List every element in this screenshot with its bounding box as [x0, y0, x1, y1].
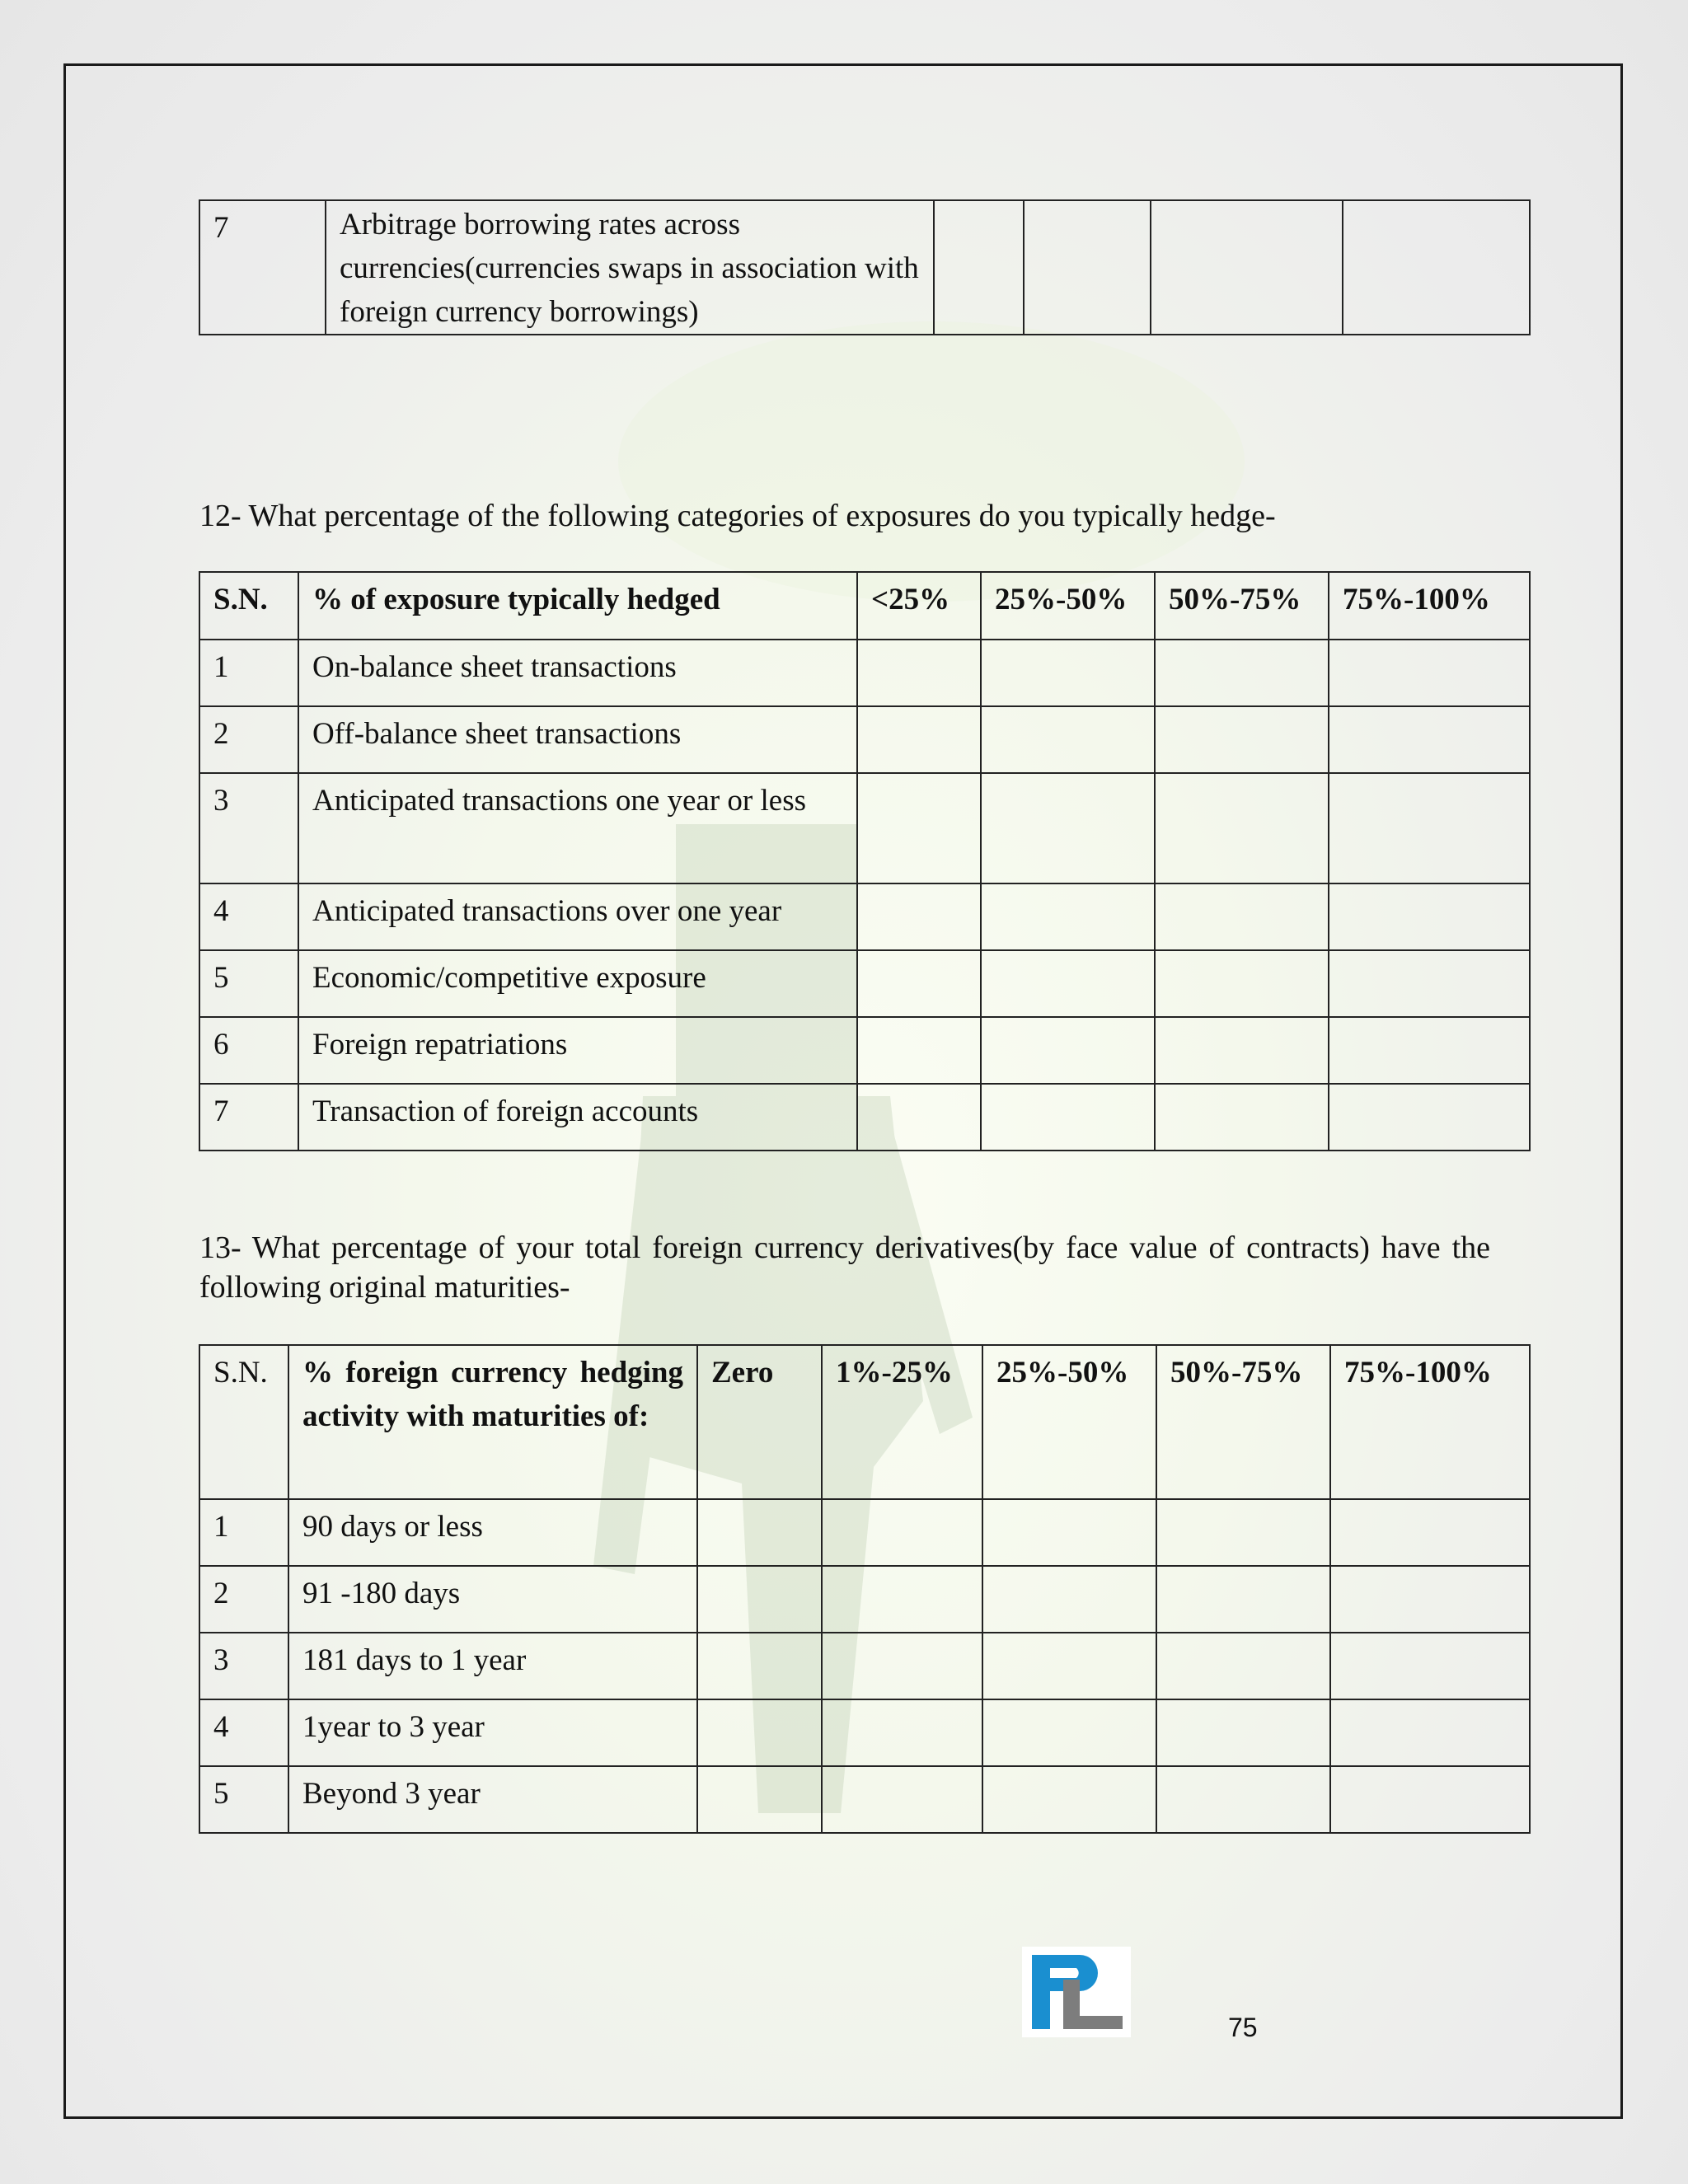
response-cell[interactable]	[697, 1633, 822, 1699]
table-row	[199, 1699, 1530, 1766]
table-header-row	[199, 1345, 1530, 1499]
response-cell[interactable]	[1155, 950, 1329, 1017]
row-number: 3	[199, 1633, 288, 1699]
row-label: Economic/competitive exposure	[298, 950, 857, 1017]
hedge-exposure-table	[199, 571, 1531, 1151]
table-row	[199, 773, 1530, 883]
response-cell[interactable]	[1329, 706, 1530, 773]
column-header-75-100: 75%-100%	[1330, 1345, 1530, 1499]
response-cell[interactable]	[1329, 1017, 1530, 1084]
row-label: Arbitrage borrowing rates across currencies(currencies swaps in association with foreign currency borrowings)	[326, 200, 934, 335]
response-cell[interactable]	[857, 883, 981, 950]
response-cell[interactable]	[1156, 1499, 1330, 1566]
response-cell[interactable]	[1329, 883, 1530, 950]
response-cell[interactable]	[1330, 1766, 1530, 1833]
column-header-zero: Zero	[697, 1345, 822, 1499]
strategy-table-continuation	[199, 199, 1531, 335]
table-row	[199, 1766, 1530, 1833]
column-header-lt25: <25%	[857, 572, 981, 640]
pl-logo-icon	[1022, 1947, 1131, 2037]
column-header-50-75: 50%-75%	[1156, 1345, 1330, 1499]
response-cell[interactable]	[857, 706, 981, 773]
response-cell[interactable]	[1156, 1766, 1330, 1833]
response-cell[interactable]	[697, 1699, 822, 1766]
response-cell[interactable]	[1156, 1566, 1330, 1633]
response-cell[interactable]	[981, 883, 1155, 950]
response-cell[interactable]	[1330, 1499, 1530, 1566]
response-cell[interactable]	[1155, 706, 1329, 773]
response-cell[interactable]	[822, 1633, 982, 1699]
column-header-75-100: 75%-100%	[1329, 572, 1530, 640]
row-number: 2	[199, 1566, 288, 1633]
table-row	[199, 883, 1530, 950]
row-number: 7	[199, 1084, 298, 1151]
table-row	[199, 950, 1530, 1017]
column-header-sn: S.N.	[199, 1345, 288, 1499]
response-cell[interactable]	[822, 1566, 982, 1633]
response-cell[interactable]	[1343, 200, 1530, 335]
response-cell[interactable]	[1155, 1017, 1329, 1084]
table-row	[199, 1084, 1530, 1151]
row-label: Beyond 3 year	[288, 1766, 697, 1833]
response-cell[interactable]	[857, 950, 981, 1017]
response-cell[interactable]	[981, 773, 1155, 883]
response-cell[interactable]	[822, 1766, 982, 1833]
row-number: 2	[199, 706, 298, 773]
row-number: 4	[199, 883, 298, 950]
column-header-exposure: % of exposure typically hedged	[298, 572, 857, 640]
response-cell[interactable]	[857, 1084, 981, 1151]
response-cell[interactable]	[982, 1566, 1156, 1633]
table-row	[199, 640, 1530, 706]
row-number: 6	[199, 1017, 298, 1084]
column-header-1-25: 1%-25%	[822, 1345, 982, 1499]
row-number: 5	[199, 950, 298, 1017]
row-label: Anticipated transactions over one year	[298, 883, 857, 950]
response-cell[interactable]	[1330, 1566, 1530, 1633]
response-cell[interactable]	[822, 1499, 982, 1566]
row-label: Anticipated transactions one year or less	[298, 773, 857, 883]
row-label: 181 days to 1 year	[288, 1633, 697, 1699]
response-cell[interactable]	[1155, 773, 1329, 883]
row-number: 3	[199, 773, 298, 883]
response-cell[interactable]	[982, 1766, 1156, 1833]
table-header-row	[199, 572, 1530, 640]
column-header-25-50: 25%-50%	[982, 1345, 1156, 1499]
response-cell[interactable]	[982, 1633, 1156, 1699]
table-row	[199, 1566, 1530, 1633]
response-cell[interactable]	[1329, 1084, 1530, 1151]
row-number: 7	[199, 200, 326, 335]
response-cell[interactable]	[857, 640, 981, 706]
response-cell[interactable]	[1156, 1699, 1330, 1766]
response-cell[interactable]	[1155, 640, 1329, 706]
column-header-sn: S.N.	[199, 572, 298, 640]
response-cell[interactable]	[857, 773, 981, 883]
response-cell[interactable]	[1151, 200, 1343, 335]
response-cell[interactable]	[934, 200, 1024, 335]
response-cell[interactable]	[697, 1566, 822, 1633]
row-label: 90 days or less	[288, 1499, 697, 1566]
response-cell[interactable]	[822, 1699, 982, 1766]
column-header-25-50: 25%-50%	[981, 572, 1155, 640]
row-number: 5	[199, 1766, 288, 1833]
row-label: Foreign repatriations	[298, 1017, 857, 1084]
row-number: 1	[199, 1499, 288, 1566]
response-cell[interactable]	[1155, 1084, 1329, 1151]
row-number: 1	[199, 640, 298, 706]
response-cell[interactable]	[1156, 1633, 1330, 1699]
question-12: 12- What percentage of the following categories of exposures do you typically hedge-	[199, 499, 1276, 533]
response-cell[interactable]	[981, 640, 1155, 706]
row-label: 91 -180 days	[288, 1566, 697, 1633]
response-cell[interactable]	[697, 1499, 822, 1566]
column-header-50-75: 50%-75%	[1155, 572, 1329, 640]
row-label: Off-balance sheet transactions	[298, 706, 857, 773]
table-row	[199, 1633, 1530, 1699]
response-cell[interactable]	[857, 1017, 981, 1084]
response-cell[interactable]	[1329, 773, 1530, 883]
response-cell[interactable]	[697, 1766, 822, 1833]
response-cell[interactable]	[1329, 640, 1530, 706]
response-cell[interactable]	[1330, 1699, 1530, 1766]
response-cell[interactable]	[982, 1499, 1156, 1566]
response-cell[interactable]	[1330, 1633, 1530, 1699]
row-label: On-balance sheet transactions	[298, 640, 857, 706]
table-row	[199, 706, 1530, 773]
response-cell[interactable]	[981, 1017, 1155, 1084]
response-cell[interactable]	[982, 1699, 1156, 1766]
table-row	[199, 200, 1530, 335]
question-13: 13- What percentage of your total foreign currency derivatives(by face value of contracts) have the following original maturities-	[199, 1230, 1490, 1305]
response-cell[interactable]	[981, 1084, 1155, 1151]
column-header-maturities: % foreign currency hedging activity with maturities of:	[288, 1345, 697, 1499]
table-row	[199, 1017, 1530, 1084]
page-number: 75	[1228, 2013, 1258, 2042]
row-label: 1year to 3 year	[288, 1699, 697, 1766]
response-cell[interactable]	[1155, 883, 1329, 950]
response-cell[interactable]	[981, 950, 1155, 1017]
table-row	[199, 1499, 1530, 1566]
response-cell[interactable]	[981, 706, 1155, 773]
response-cell[interactable]	[1329, 950, 1530, 1017]
row-number: 4	[199, 1699, 288, 1766]
row-label: Transaction of foreign accounts	[298, 1084, 857, 1151]
response-cell[interactable]	[1024, 200, 1151, 335]
maturity-table	[199, 1344, 1531, 1834]
